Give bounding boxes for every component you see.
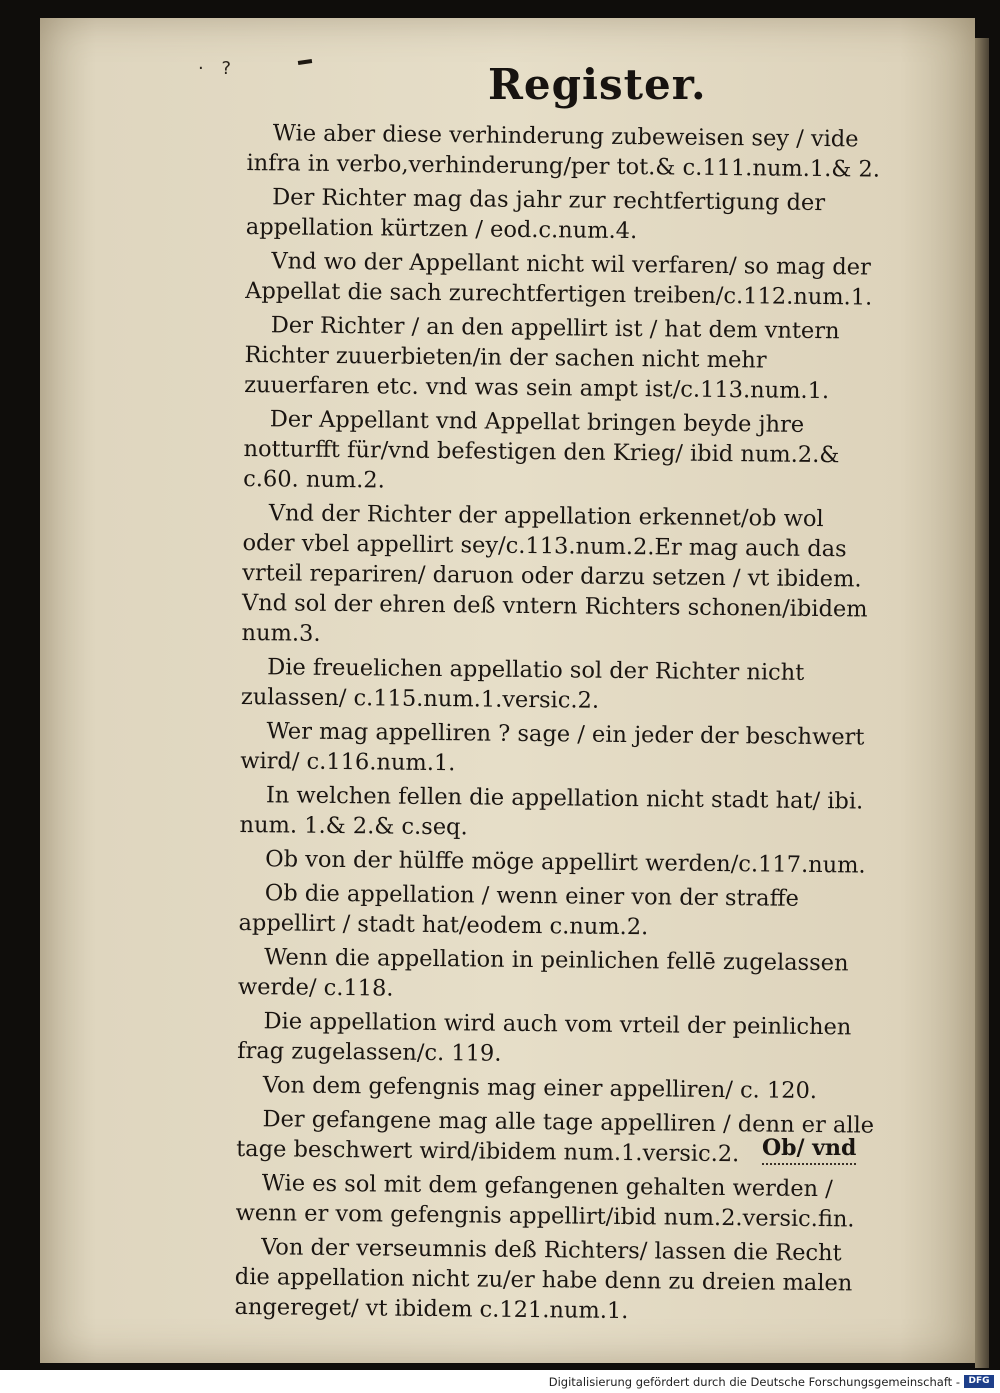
- register-entry: Die appellation wird auch vom vrteil der peinlichen frag zugelassen/c. 119.: [237, 1008, 852, 1067]
- footer-bar: [0, 1370, 1000, 1393]
- register-entry: Wie aber diese verhinderung zubeweisen sey / vide infra in verbo,verhinderung/per tot.& c.111.num.1.& 2.: [246, 120, 881, 183]
- register-entry: Von der verseumnis deß Richters/ lassen die Recht die appellation nicht zu/er habe denn zu dreien malen angereget/ vt ibidem c.121.num.1.: [234, 1234, 853, 1325]
- register-entry: Wer mag appelliren ? sage / ein jeder der beschwert wird/ c.116.num.1.: [240, 718, 865, 777]
- register-entry: Wenn die appellation in peinlichen fellē zugelassen werde/ c.118.: [237, 944, 849, 1002]
- page-title: Register.: [488, 60, 707, 109]
- header-marks: · ?: [198, 58, 237, 79]
- ink-mark: [298, 59, 312, 65]
- register-entry: Der Richter / an den appellirt ist / hat dem vntern Richter zuuerbieten/in der sachen nicht mehr zuuerfaren etc. vnd was sein ampt ist/c.113.num.1.: [244, 312, 840, 405]
- register-entry: Der Appellant vnd Appellat bringen beyde jhre notturfft für/vnd befestigen den Krieg/ ibid num.2.& c.60. num.2.: [243, 406, 840, 494]
- funding-credit: Digitalisierung gefördert durch die Deutsche Forschungsgemeinschaft -: [548, 1375, 960, 1389]
- register-entry: Von dem gefengnis mag einer appelliren/ c. 120.: [262, 1072, 818, 1105]
- register-entry: Der gefangene mag alle tage appelliren / denn er alle tage beschwert wird/ibidem num.1.versic.2.: [236, 1106, 875, 1168]
- register-entry: In welchen fellen die appellation nicht stadt hat/ ibi. num. 1.& 2.& c.seq.: [239, 782, 864, 841]
- page-edge: [975, 38, 989, 1368]
- register-entry: Ob von der hülffe möge appellirt werden/c.117.num.: [265, 846, 866, 879]
- register-entry: Vnd wo der Appellant nicht wil verfaren/ so mag der Appellat die sach zurechtfertigen treiben/c.112.num.1.: [245, 248, 873, 311]
- register-entry: Vnd der Richter der appellation erkennet/ob wol oder vbel appellirt sey/c.113.num.2.Er mag auch das vrteil repariren/ daruon oder darzu setzen / vt ibidem. Vnd sol der ehren deß vntern Richters schonen/ibidem num.3.: [241, 500, 868, 647]
- register-entry: Ob die appellation / wenn einer von der straffe appellirt / stadt hat/eodem c.num.2.: [238, 880, 800, 941]
- dfg-logo-icon: DFG: [964, 1375, 994, 1388]
- book-page: [40, 18, 975, 1363]
- catchword: Ob/ vnd: [762, 1135, 856, 1165]
- register-entry: Die freuelichen appellatio sol der Richter nicht zulassen/ c.115.num.1.versic.2.: [240, 654, 805, 714]
- register-entry: Wie es sol mit dem gefangenen gehalten werden / wenn er vom gefengnis appellirt/ibid num.2.versic.fin.: [235, 1170, 855, 1233]
- register-entry: Der Richter mag das jahr zur rechtfertigung der appellation kürtzen / eod.c.num.4.: [245, 184, 826, 245]
